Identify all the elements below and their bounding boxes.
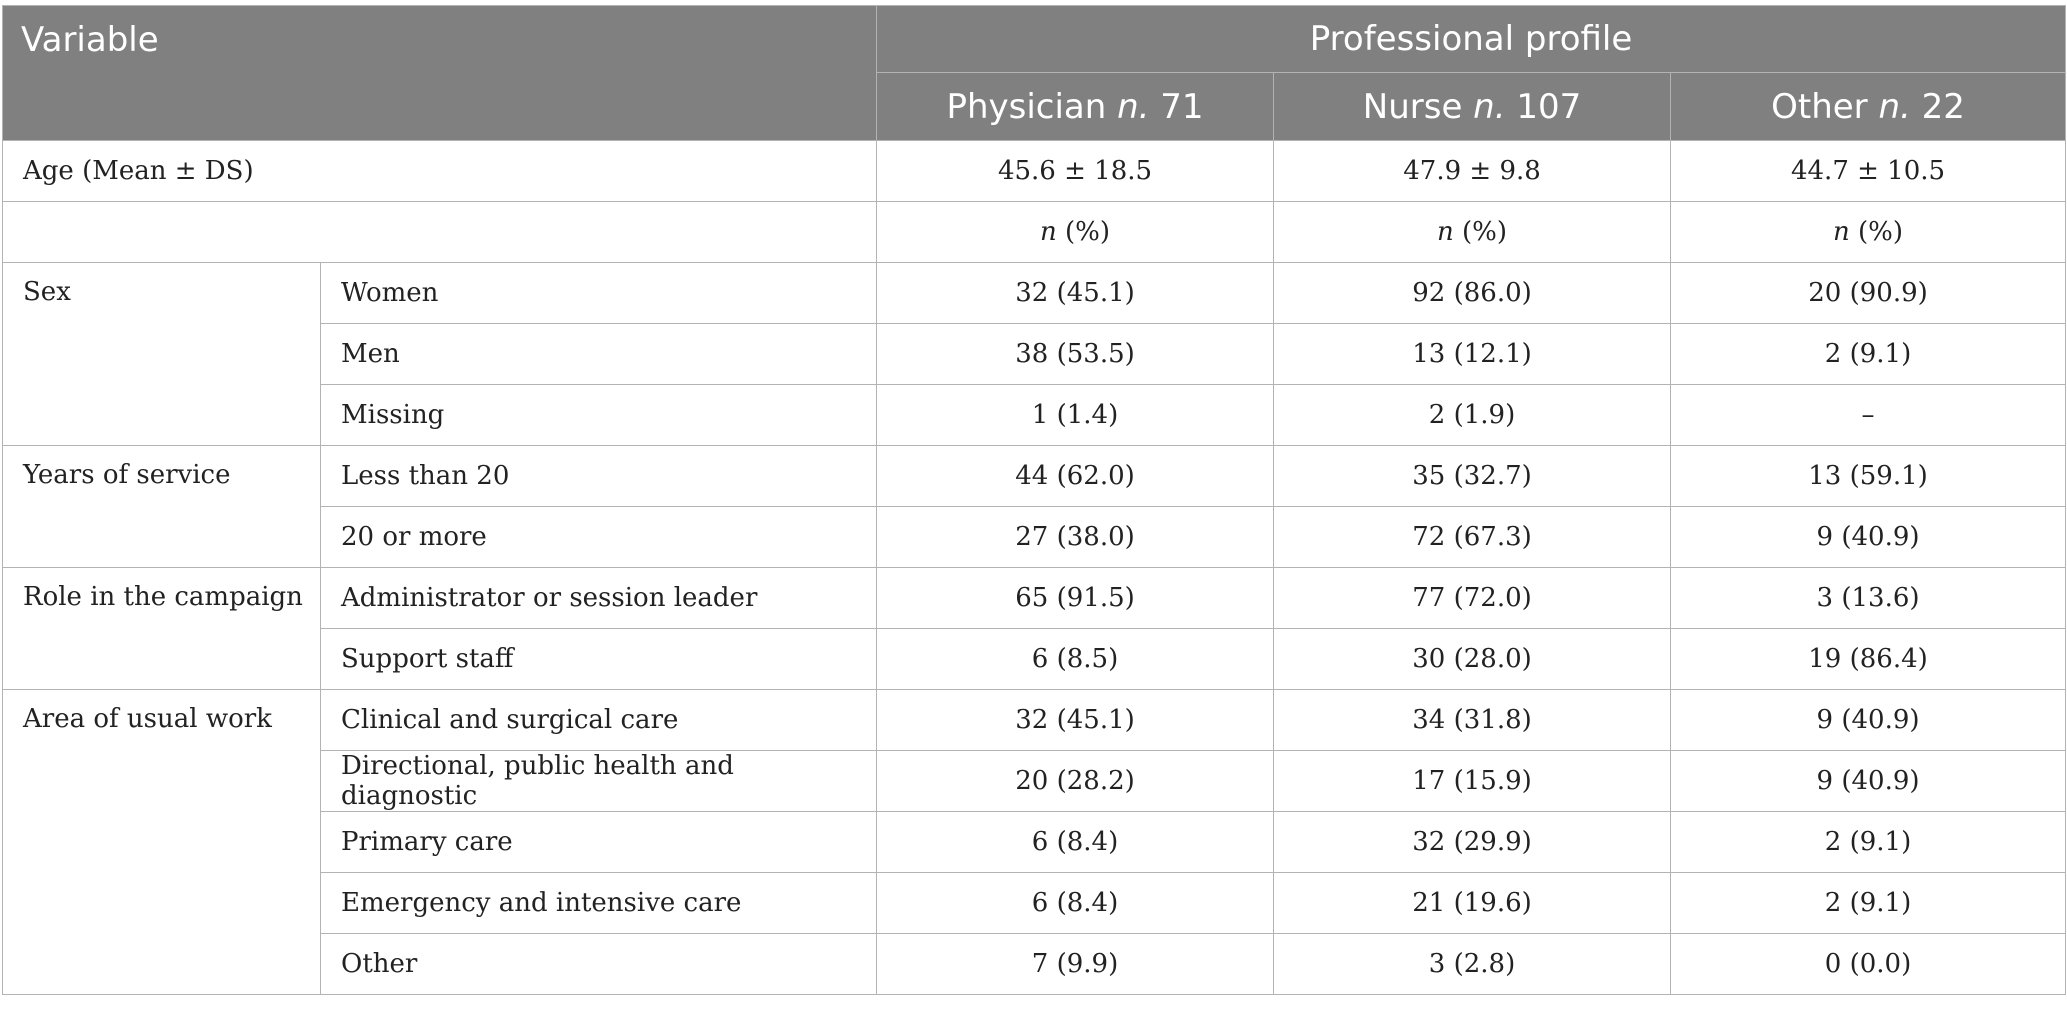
n-prefix: n. — [1473, 86, 1506, 127]
category-label: Years of service — [3, 446, 321, 568]
value-cell-physician: 44 (62.0) — [877, 446, 1274, 507]
value-cell-other: 9 (40.9) — [1671, 751, 2066, 812]
row-label: Missing — [321, 385, 877, 446]
column-label: Physician — [946, 86, 1107, 127]
age-row — [3, 141, 2066, 202]
variable-header: Variable — [3, 6, 877, 141]
value-cell-nurse: 72 (67.3) — [1274, 507, 1671, 568]
unit-symbol: n — [1040, 217, 1057, 247]
value-cell-nurse: 21 (19.6) — [1274, 873, 1671, 934]
n-prefix: n. — [1878, 86, 1911, 127]
value-cell-other: 13 (59.1) — [1671, 446, 2066, 507]
value-cell-physician: 6 (8.4) — [877, 873, 1274, 934]
unit-suffix: (%) — [1849, 217, 1904, 247]
value-cell-physician: 27 (38.0) — [877, 507, 1274, 568]
category-label: Area of usual work — [3, 690, 321, 995]
table-row — [3, 568, 2066, 629]
category-label: Sex — [3, 263, 321, 446]
column-n: 22 — [1921, 86, 1965, 127]
unit-suffix: (%) — [1056, 217, 1111, 247]
value-cell-physician: 32 (45.1) — [877, 690, 1274, 751]
value-cell-nurse: 13 (12.1) — [1274, 324, 1671, 385]
value-cell-nurse: 34 (31.8) — [1274, 690, 1671, 751]
unit-suffix: (%) — [1453, 217, 1508, 247]
unit-label-nurse — [1274, 202, 1671, 263]
column-header-physician — [877, 73, 1274, 141]
column-n: 107 — [1516, 86, 1582, 127]
value-cell-other: 3 (13.6) — [1671, 568, 2066, 629]
value-cell-nurse: 35 (32.7) — [1274, 446, 1671, 507]
value-cell-physician: 6 (8.5) — [877, 629, 1274, 690]
row-label: Women — [321, 263, 877, 324]
value-cell-physician: 32 (45.1) — [877, 263, 1274, 324]
table-row — [3, 446, 2066, 507]
row-label: Clinical and surgical care — [321, 690, 877, 751]
row-label: Support staff — [321, 629, 877, 690]
column-header-other — [1671, 73, 2066, 141]
value-cell-physician: 1 (1.4) — [877, 385, 1274, 446]
column-label: Nurse — [1362, 86, 1463, 127]
row-label: Less than 20 — [321, 446, 877, 507]
row-label: Administrator or session leader — [321, 568, 877, 629]
row-label: 20 or more — [321, 507, 877, 568]
column-header-nurse — [1274, 73, 1671, 141]
row-label: Primary care — [321, 812, 877, 873]
demographics-table — [2, 5, 2066, 995]
row-label: Emergency and intensive care — [321, 873, 877, 934]
value-cell-other: 19 (86.4) — [1671, 629, 2066, 690]
value-cell-nurse: 3 (2.8) — [1274, 934, 1671, 995]
value-cell-nurse: 2 (1.9) — [1274, 385, 1671, 446]
unit-symbol: n — [1833, 217, 1850, 247]
category-label: Role in the campaign — [3, 568, 321, 690]
row-label: Men — [321, 324, 877, 385]
value-cell-nurse: 32 (29.9) — [1274, 812, 1671, 873]
value-cell-nurse: 77 (72.0) — [1274, 568, 1671, 629]
value-cell-other: 9 (40.9) — [1671, 690, 2066, 751]
header-row-1 — [3, 6, 2066, 73]
value-cell-nurse: 30 (28.0) — [1274, 629, 1671, 690]
value-cell-physician: 20 (28.2) — [877, 751, 1274, 812]
value-cell-other: 0 (0.0) — [1671, 934, 2066, 995]
professional-profile-header: Professional profile — [877, 6, 2066, 73]
unit-label-other — [1671, 202, 2066, 263]
age-value-other: 44.7 ± 10.5 — [1671, 141, 2066, 202]
table-body — [3, 141, 2066, 995]
value-cell-other: 2 (9.1) — [1671, 812, 2066, 873]
row-label: Directional, public health and diagnostic — [321, 751, 877, 812]
table-header — [3, 6, 2066, 141]
age-value-nurse: 47.9 ± 9.8 — [1274, 141, 1671, 202]
value-cell-physician: 65 (91.5) — [877, 568, 1274, 629]
unit-row — [3, 202, 2066, 263]
value-cell-physician: 38 (53.5) — [877, 324, 1274, 385]
age-value-physician: 45.6 ± 18.5 — [877, 141, 1274, 202]
value-cell-other: – — [1671, 385, 2066, 446]
value-cell-nurse: 17 (15.9) — [1274, 751, 1671, 812]
value-cell-physician: 6 (8.4) — [877, 812, 1274, 873]
value-cell-physician: 7 (9.9) — [877, 934, 1274, 995]
value-cell-other: 20 (90.9) — [1671, 263, 2066, 324]
column-n: 71 — [1160, 86, 1204, 127]
value-cell-other: 2 (9.1) — [1671, 324, 2066, 385]
value-cell-other: 2 (9.1) — [1671, 873, 2066, 934]
table-row — [3, 690, 2066, 751]
unit-row-blank — [3, 202, 877, 263]
n-prefix: n. — [1117, 86, 1150, 127]
unit-label-physician — [877, 202, 1274, 263]
row-label: Other — [321, 934, 877, 995]
value-cell-nurse: 92 (86.0) — [1274, 263, 1671, 324]
age-label: Age (Mean ± DS) — [3, 141, 877, 202]
value-cell-other: 9 (40.9) — [1671, 507, 2066, 568]
column-label: Other — [1771, 86, 1868, 127]
unit-symbol: n — [1437, 217, 1454, 247]
table-row — [3, 263, 2066, 324]
